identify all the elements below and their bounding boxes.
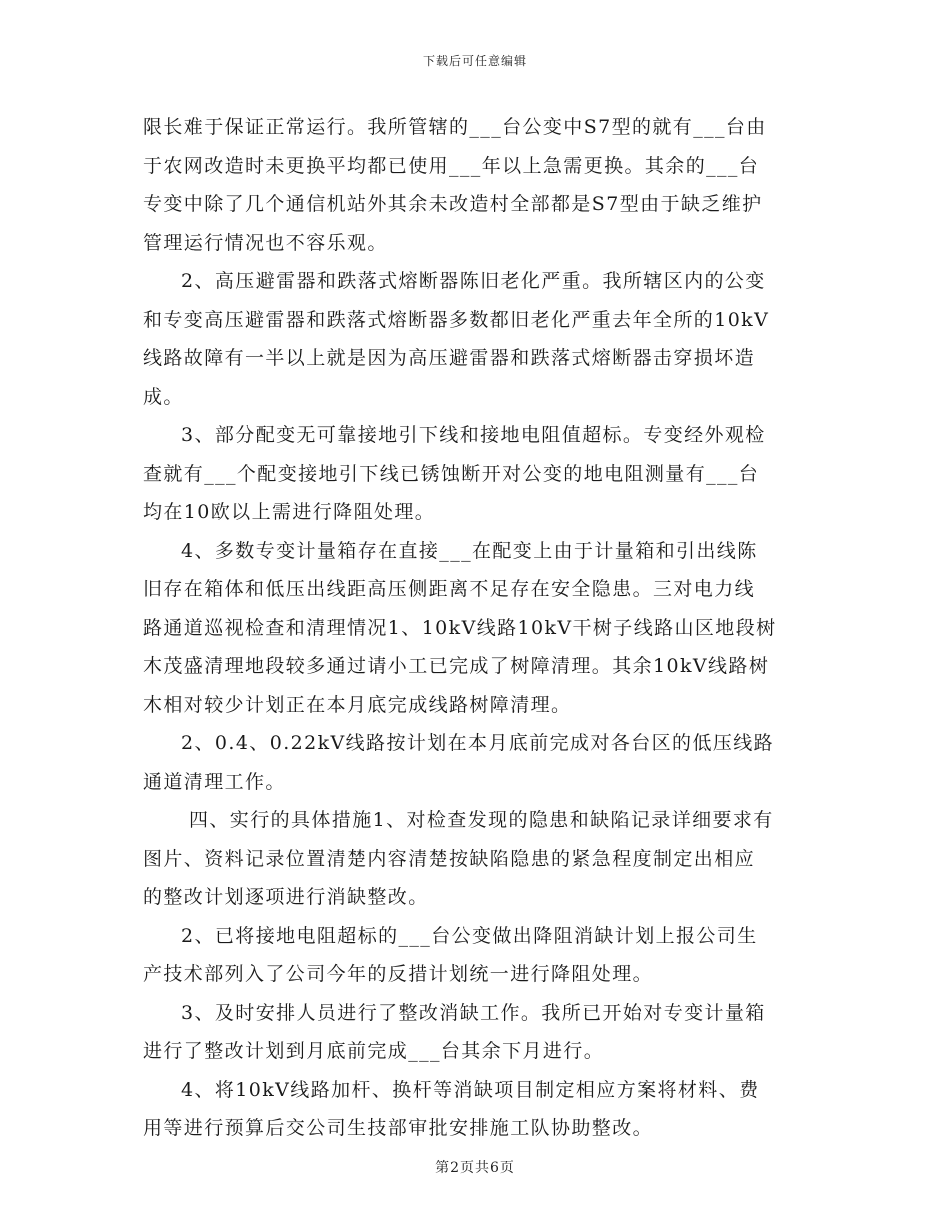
text-line: 查就有___个配变接地引下线已锈蚀断开对公变的地电阻测量有___台 [143, 462, 760, 485]
paragraph-start-line: 2、已将接地电阻超标的___台公变做出降阻消缺计划上报公司生 [181, 924, 758, 947]
paragraph-start-line: 4、多数专变计量箱存在直接___在配变上由于计量箱和引出线陈 [181, 539, 758, 562]
text-line: 于农网改造时未更换平均都已使用___年以上急需更换。其余的___台 [143, 154, 760, 177]
text-line: 图片、资料记录位置清楚内容清楚按缺陷隐患的紧急程度制定出相应 [143, 847, 756, 870]
document-body [143, 108, 810, 1148]
text-line: 产技术部列入了公司今年的反措计划统一进行降阻处理。 [143, 963, 654, 985]
text-line: 专变中除了几个通信机站外其余未改造村全部都是S7型由于缺乏维护 [143, 193, 763, 215]
paragraph-start-line: 4、将10kV线路加杆、换杆等消缺项目制定相应方案将材料、费 [181, 1078, 760, 1101]
text-line: 和专变高压避雷器和跌落式熔断器多数都旧老化严重去年全所的10kV [143, 308, 770, 331]
page-footer: 第2页共6页 [435, 1160, 515, 1176]
paragraph-start-line: 3、部分配变无可靠接地引下线和接地电阻值超标。专变经外观检 [181, 424, 766, 446]
text-line: 线路故障有一半以上就是因为高压避雷器和跌落式熔断器击穿损坏造 [143, 347, 756, 369]
text-line: 进行了整改计划到月底前完成___台其余下月进行。 [143, 1040, 605, 1062]
text-line: 木茂盛清理地段较多通过请小工已完成了树障清理。其余10kV线路树 [143, 655, 770, 677]
paragraph-start-line: 2、高压避雷器和跌落式熔断器陈旧老化严重。我所辖区内的公变 [181, 270, 766, 292]
paragraph-start-line: 四、实行的具体措施1、对检查发现的隐患和缺陷记录详细要求有 [189, 809, 774, 831]
text-line: 均在10欧以上需进行降阻处理。 [143, 501, 436, 523]
text-line: 路通道巡视检查和清理情况1、10kV线路10kV干树子线路山区地段树 [143, 616, 777, 639]
page-header: 下载后可任意编辑 [422, 54, 527, 68]
text-line: 的整改计划逐项进行消缺整改。 [143, 886, 429, 908]
text-line: 管理运行情况也不容乐观。 [143, 231, 388, 254]
text-line: 成。 [143, 385, 184, 408]
text-line: 旧存在箱体和低压出线距高压侧距离不足存在安全隐患。三对电力线 [143, 578, 756, 600]
text-line: 木相对较少计划正在本月底完成线路树障清理。 [143, 693, 572, 716]
text-line: 通道清理工作。 [143, 770, 286, 793]
text-line: 用等进行预算后交公司生技部审批安排施工队协助整改。 [143, 1117, 654, 1139]
text-line: 限长难于保证正常运行。我所管辖的___台公变中S7型的就有___台由 [143, 116, 767, 138]
paragraph-start-line: 3、及时安排人员进行了整改消缺工作。我所已开始对专变计量箱 [181, 1001, 766, 1024]
paragraph-start-line: 2、0.4、0.22kV线路按计划在本月底前完成对各台区的低压线路 [181, 732, 775, 754]
